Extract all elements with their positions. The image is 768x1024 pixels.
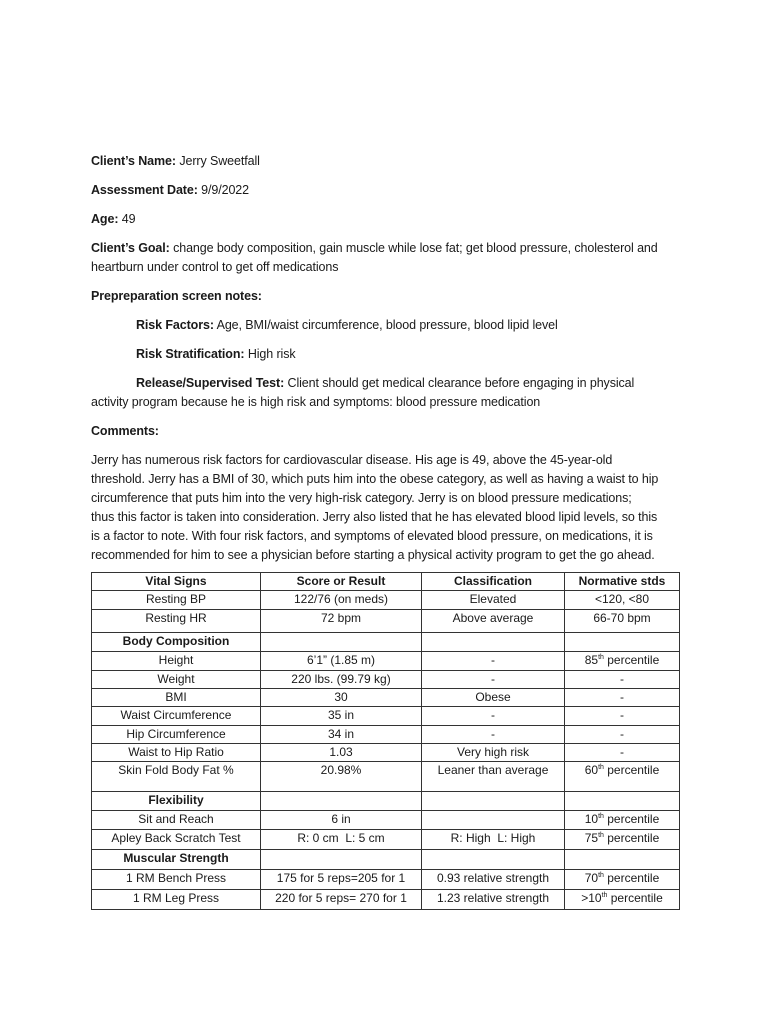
release-label: Release/Supervised Test: [136,376,285,390]
table-cell: - [422,707,565,726]
column-header: Normative stds [565,573,680,591]
table-row [92,689,680,707]
table-cell: Above average [422,610,565,633]
table-cell: R: High L: High [422,830,565,850]
client-name-label: Client’s Name: [91,154,176,168]
comments-line: threshold. Jerry has a BMI of 30, which puts him into the obese category, as well as having a waist to hip [91,472,659,486]
table-cell: 35 in [261,707,422,726]
table-row [92,744,680,762]
comments-line: thus this factor is taken into consideration. Jerry also listed that he has elevated blood lipid levels, so this [91,510,658,524]
table-cell: 20.98% [261,762,422,792]
goal-text-1: change body composition, gain muscle while lose fat; get blood pressure, cholesterol and [173,241,658,255]
table-cell [565,652,680,671]
table-cell: - [565,707,680,726]
table-cell: R: 0 cm L: 5 cm [261,830,422,850]
risk-factors-line [91,316,681,335]
table-cell: Waist Circumference [92,707,261,726]
table-cell: - [422,726,565,744]
table-row [92,811,680,830]
table-cell: Muscular Strength [92,850,261,870]
comments-title: Comments: [91,424,159,438]
table-row [92,792,680,811]
table-cell: 72 bpm [261,610,422,633]
table-cell: 34 in [261,726,422,744]
goal-text-2: heartburn under control to get off medications [91,260,339,274]
table-row [92,850,680,870]
risk-factors-label: Risk Factors: [136,318,214,332]
goal-label: Client’s Goal: [91,241,170,255]
table-cell: BMI [92,689,261,707]
ordinal-suffix: th [598,832,604,839]
report-body [91,152,681,565]
table-cell: 220 for 5 reps= 270 for 1 [261,890,422,910]
date-line [91,181,681,200]
table-cell: Height [92,652,261,671]
column-header: Vital Signs [92,573,261,591]
table-cell [565,870,680,890]
table-cell: Hip Circumference [92,726,261,744]
comments-line: circumference that puts him into the very high-risk category. Jerry is on blood pressure medications; [91,491,632,505]
table-cell: 1.23 relative strength [422,890,565,910]
table-cell: - [422,652,565,671]
client-name-line [91,152,681,171]
table-cell [565,633,680,652]
table-cell [261,633,422,652]
table-cell: - [565,689,680,707]
ordinal-suffix: th [598,872,604,879]
table-cell [565,792,680,811]
table-cell: Sit and Reach [92,811,261,830]
table-cell: Body Composition [92,633,261,652]
cell-text: percentile [603,653,660,667]
table-cell: Elevated [422,591,565,610]
table-cell: 220 lbs. (99.79 kg) [261,671,422,689]
goal-line [91,239,681,258]
release-line [91,374,681,393]
ordinal-suffix: th [598,813,604,820]
stratification-label: Risk Stratification: [136,347,245,361]
age-label: Age: [91,212,119,226]
cell-text: percentile [607,891,663,905]
table-cell: 0.93 relative strength [422,870,565,890]
release-text-2: activity program because he is high risk and symptoms: blood pressure medication [91,395,541,409]
table-header-row [92,573,680,591]
table-cell: Skin Fold Body Fat % [92,762,261,792]
cell-text: percentile [603,831,660,845]
table-cell [422,633,565,652]
table-row [92,591,680,610]
cell-text: >10 [581,891,602,905]
table-cell [422,811,565,830]
table-cell: - [565,726,680,744]
table-cell: 1.03 [261,744,422,762]
ordinal-suffix: th [601,892,608,899]
table-row [92,870,680,890]
screen-notes-title: Prepreparation screen notes: [91,289,262,303]
table-cell: Weight [92,671,261,689]
table-row [92,652,680,671]
date-label: Assessment Date: [91,183,198,197]
table-cell [422,850,565,870]
table-cell [565,890,680,910]
age-line [91,210,681,229]
table-cell: Resting BP [92,591,261,610]
cell-text: 85 [584,653,599,667]
cell-text: percentile [603,812,660,826]
table-row [92,633,680,652]
client-name-value: Jerry Sweetfall [179,154,260,168]
table-cell: - [422,671,565,689]
stratification-line [91,345,681,364]
table-row [92,830,680,850]
table-cell: Obese [422,689,565,707]
table-cell: 122/76 (on meds) [261,591,422,610]
stratification-value: High risk [247,347,296,361]
table-cell [565,811,680,830]
comments-line: Jerry has numerous risk factors for cardiovascular disease. His age is 49, above the 45-year-old [91,453,613,467]
table-cell: Leaner than average [422,762,565,792]
table-cell: 6 in [261,811,422,830]
table-row [92,890,680,910]
table-cell [565,762,680,792]
table-row [92,762,680,792]
table-cell [261,850,422,870]
release-text-1: Client should get medical clearance before engaging in physical [287,376,635,390]
table-cell: Apley Back Scratch Test [92,830,261,850]
risk-factors-value: Age, BMI/waist circumference, blood pressure, blood lipid level [216,318,558,332]
ordinal-suffix: th [598,654,604,661]
cell-text: 70 [584,871,599,885]
table-cell [261,792,422,811]
comments-line: recommended for him to see a physician before starting a physical activity program to get the go ahead. [91,548,655,562]
cell-text: 10 [584,812,599,826]
cell-text: percentile [603,763,660,777]
table-cell: Flexibility [92,792,261,811]
table-body [92,591,680,910]
table-cell: 30 [261,689,422,707]
table-cell: Waist to Hip Ratio [92,744,261,762]
column-header: Score or Result [261,573,422,591]
ordinal-suffix: th [598,764,604,771]
table-row [92,707,680,726]
cell-text: 75 [584,831,599,845]
table-cell: Very high risk [422,744,565,762]
table-cell [422,792,565,811]
date-value: 9/9/2022 [201,183,250,197]
cell-text: percentile [603,871,660,885]
table-cell: Resting HR [92,610,261,633]
table-cell: 1 RM Bench Press [92,870,261,890]
table-cell: 6’1” (1.85 m) [261,652,422,671]
age-value: 49 [121,212,136,226]
assessment-table [91,572,680,910]
table-cell: - [565,744,680,762]
table-row [92,671,680,689]
table-cell: 1 RM Leg Press [92,890,261,910]
comments-paragraph [91,451,681,565]
column-header: Classification [422,573,565,591]
table-cell: 175 for 5 reps=205 for 1 [261,870,422,890]
table-cell: - [565,671,680,689]
comments-line: is a factor to note. With four risk factors, and symptoms of elevated blood pressure, on medications, it is [91,529,653,543]
table-cell: 66-70 bpm [565,610,680,633]
table-cell [565,830,680,850]
table-cell: <120, <80 [565,591,680,610]
table-row [92,726,680,744]
table-row [92,610,680,633]
cell-text: 60 [584,763,599,777]
table-cell [565,850,680,870]
